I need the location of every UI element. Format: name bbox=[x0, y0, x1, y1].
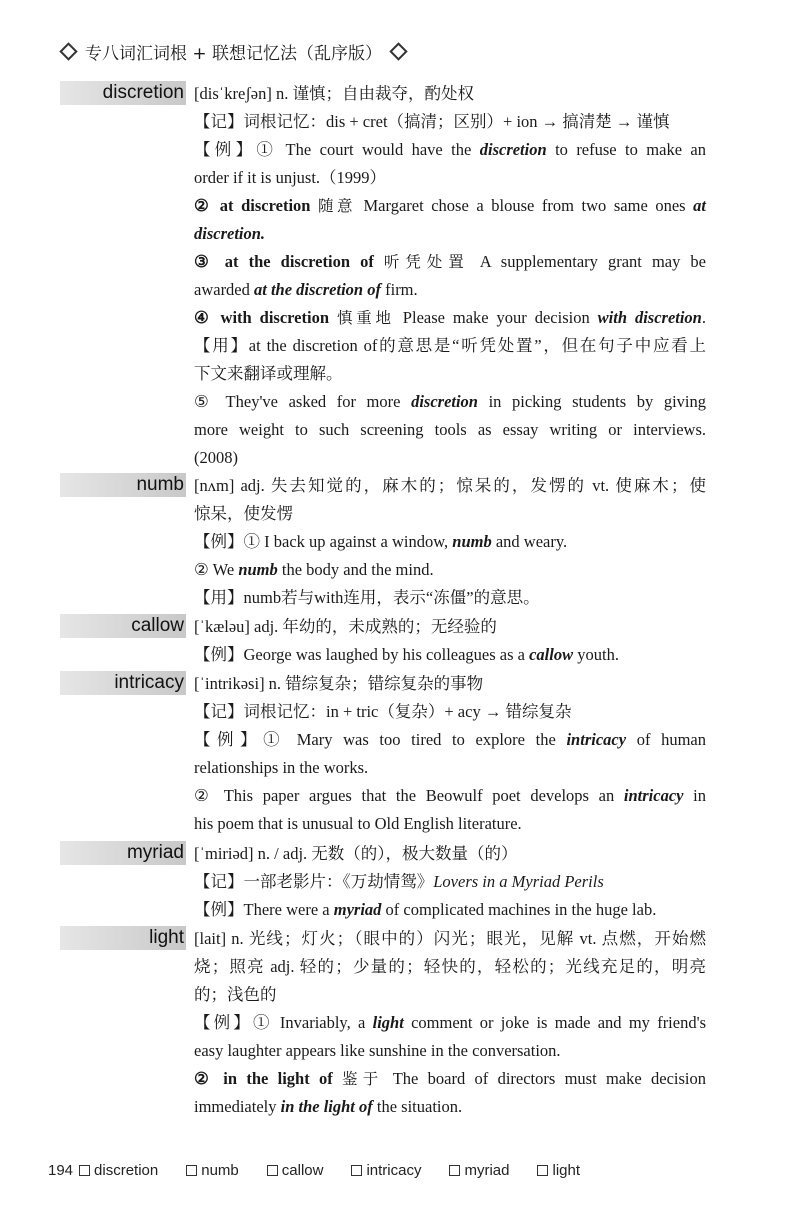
example-line: 【例】① I back up against a window, numb and weary. bbox=[194, 532, 568, 551]
footer-index-item: intricacy bbox=[351, 1162, 421, 1179]
example-line: order if it is unjust.（1999） bbox=[194, 168, 387, 187]
example-line: immediately in the light of the situation. bbox=[194, 1097, 463, 1116]
definition: 的；浅色的 bbox=[194, 985, 277, 1004]
memory-note: 【记】词根记忆：dis + cret（搞清；区别）+ ion → 搞清楚 → 谨慎 bbox=[194, 112, 670, 131]
footer-index-item: discretion bbox=[79, 1162, 158, 1179]
definition: [disˈkreʃən] n. 谨慎；自由裁夺，酌处权 bbox=[194, 84, 475, 103]
diamond-icon bbox=[59, 42, 77, 60]
definition: [ˈintrikəsi] n. 错综复杂；错综复杂的事物 bbox=[194, 674, 484, 693]
entry-body bbox=[194, 472, 706, 612]
entry-body bbox=[194, 670, 706, 838]
definition: [ˈmiriəd] n. / adj. 无数（的），极大数量（的） bbox=[194, 844, 518, 863]
usage-note: 【用】numb若与with连用，表示“冻僵”的意思。 bbox=[194, 588, 540, 607]
checkbox-icon bbox=[449, 1165, 460, 1176]
example-line: 【例】① The court would have the discretion to refuse to make an bbox=[194, 140, 706, 159]
footer-index-item: myriad bbox=[449, 1162, 509, 1179]
example-line: ② This paper argues that the Beowulf poet develops an intricacy in bbox=[194, 786, 706, 805]
page-footer bbox=[48, 1159, 608, 1181]
example-line: ③ at the discretion of 听凭处置 A supplementary grant may be bbox=[194, 252, 706, 271]
memory-note: 【记】一部老影片：《万劫情鸳》Lovers in a Myriad Perils bbox=[194, 872, 604, 891]
diamond-icon bbox=[389, 42, 407, 60]
example-line: his poem that is unusual to Old English literature. bbox=[194, 814, 522, 833]
example-line: relationships in the works. bbox=[194, 758, 369, 777]
checkbox-icon bbox=[186, 1165, 197, 1176]
example-line: ② at discretion 随意 Margaret chose a blouse from two same ones at bbox=[194, 196, 706, 215]
headword: light bbox=[149, 927, 184, 948]
example-line: ④ with discretion 慎重地 Please make your decision with discretion. bbox=[194, 308, 706, 327]
headword: numb bbox=[136, 474, 184, 495]
definition: [nʌm] adj. 失去知觉的，麻木的；惊呆的，发愣的 vt. 使麻木；使 bbox=[194, 476, 706, 495]
entry-body bbox=[194, 925, 706, 1121]
checkbox-icon bbox=[79, 1165, 90, 1176]
example-line: 【例】① Invariably, a light comment or joke is made and my friend's bbox=[194, 1013, 706, 1032]
example-line: ② in the light of 鉴于 The board of directors must make decision bbox=[194, 1069, 706, 1088]
checkbox-icon bbox=[351, 1165, 362, 1176]
footer-index-item: callow bbox=[267, 1162, 324, 1179]
headword: discretion bbox=[102, 82, 184, 103]
definition: 烧；照亮 adj. 轻的；少量的；轻快的，轻松的；光线充足的，明亮 bbox=[194, 957, 706, 976]
example-line: ② We numb the body and the mind. bbox=[194, 560, 434, 579]
definition: 惊呆，使发愣 bbox=[194, 504, 293, 523]
usage-note: 【用】at the discretion of的意思是“听凭处置”，但在句子中应看上 bbox=[194, 336, 706, 355]
page-number: 194 bbox=[48, 1161, 74, 1179]
example-line: (2008) bbox=[194, 448, 238, 467]
checkbox-icon bbox=[537, 1165, 548, 1176]
header-title: 专八词汇词根 + 联想记忆法（乱序版） bbox=[85, 43, 383, 64]
memory-note: 【记】词根记忆：in + tric（复杂）+ acy → 错综复杂 bbox=[194, 702, 572, 721]
entry-body bbox=[194, 840, 706, 924]
example-line: discretion. bbox=[194, 224, 266, 243]
definition: [ˈkæləu] adj. 年幼的，未成熟的；无经验的 bbox=[194, 617, 497, 636]
headword: callow bbox=[131, 615, 184, 636]
page-header bbox=[58, 38, 409, 64]
entry-body bbox=[194, 613, 706, 669]
definition: [lait] n. 光线；灯火；（眼中的）闪光；眼光，见解 vt. 点燃，开始燃 bbox=[194, 929, 706, 948]
example-line: ⑤ They've asked for more discretion in picking students by giving bbox=[194, 392, 706, 411]
example-line: 【例】There were a myriad of complicated machines in the huge lab. bbox=[194, 900, 657, 919]
usage-note: 下文来翻译或理解。 bbox=[194, 364, 343, 383]
headword: myriad bbox=[126, 842, 184, 863]
checkbox-icon bbox=[267, 1165, 278, 1176]
headword: intricacy bbox=[114, 672, 184, 693]
example-line: more weight to such screening tools as essay writing or interviews. bbox=[194, 420, 706, 439]
example-line: easy laughter appears like sunshine in the conversation. bbox=[194, 1041, 561, 1060]
example-line: 【例】George was laughed by his colleagues as a callow youth. bbox=[194, 645, 619, 664]
entry-body bbox=[194, 80, 706, 472]
example-line: awarded at the discretion of firm. bbox=[194, 280, 418, 299]
footer-index-item: numb bbox=[186, 1162, 239, 1179]
example-line: 【例】① Mary was too tired to explore the intricacy of human bbox=[194, 730, 706, 749]
footer-index-item: light bbox=[537, 1162, 580, 1179]
